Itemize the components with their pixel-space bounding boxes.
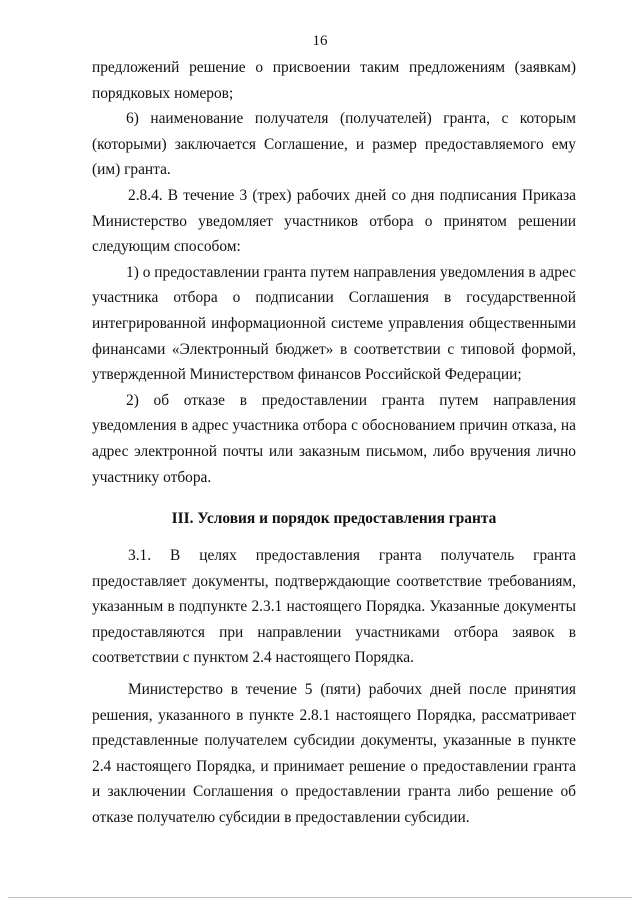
paragraph-continuation: предложений решение о присвоении таким предложениям (заявкам) порядковых номеров;: [92, 59, 576, 102]
document-body: [92, 55, 576, 831]
section-heading-3: III. Условия и порядок предоставления гранта: [171, 510, 497, 528]
paragraph-ministry-review: Министерство в течение 5 (пяти) рабочих дней после принятия решения, указанного в пункте 2.8.1 настоящего Порядка, рассматривает представленные получателем субсидии документы, указанные в пункте 2.4 настоящего Порядка, и принимает решение о предоставлении гранта и заключении Соглашения о предоставлении гранта либо решение об отказе получателю субсидии в предоставлении субсидии.: [92, 681, 576, 827]
list-item-2: 2) об отказе в предоставлении гранта путем направления уведомления в адрес участника отбора с обоснованием причин отказа, на адрес электронной почты или заказным письмом, либо вручения лично участнику отбора.: [92, 391, 576, 486]
list-item-6: 6) наименование получателя (получателей) гранта, с которым (которыми) заключается Соглашение, и размер предоставляемого ему (им) гранта.: [92, 110, 576, 179]
page-number: 16: [312, 33, 328, 49]
paragraph-3-1: 3.1. В целях предоставления гранта получатель гранта предоставляет документы, подтверждающие соответствие требованиям, указанным в подпункте 2.3.1 настоящего Порядка. Указанные документы предоставляются при направлении участниками отбора заявок в соответствии с пунктом 2.4 настоящего Порядка.: [92, 547, 576, 667]
list-item-1: 1) о предоставлении гранта путем направления уведомления в адрес участника отбора о подписании Соглашения в государственной интегрированной информационной системе управления общественными финансами «Электронный бюджет» в соответствии с типовой формой, утвержденной Министерством финансов Российской Федерации;: [92, 263, 576, 384]
page-bottom-edge: [8, 897, 632, 898]
paragraph-2-8-4: 2.8.4. В течение 3 (трех) рабочих дней со дня подписания Приказа Министерство уведомляет участников отбора о принятом решении следующим способом:: [92, 186, 576, 256]
